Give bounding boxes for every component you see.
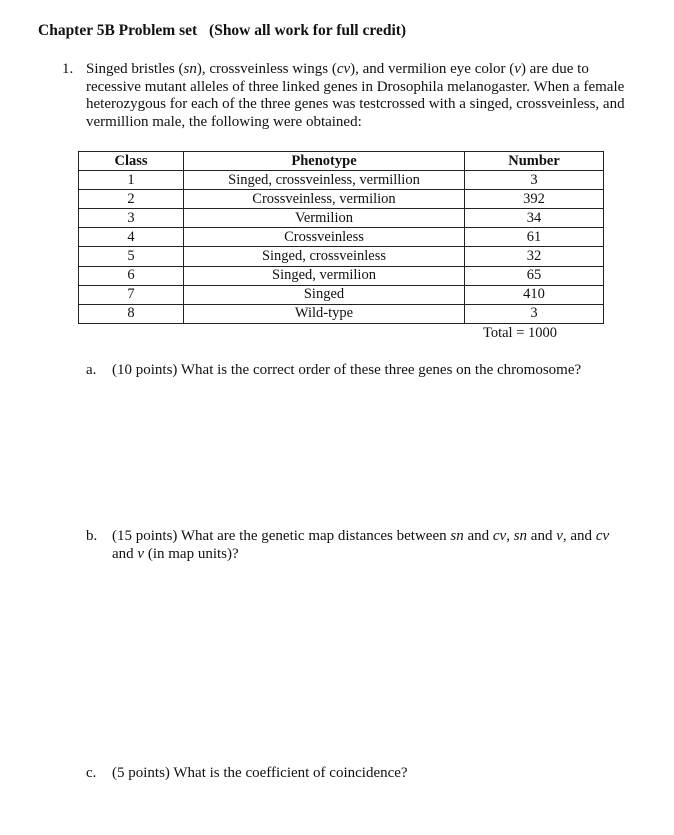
text-run: and <box>527 528 557 544</box>
part-a-text: (10 points) What is the correct order of these three genes on the chromosome? <box>112 362 582 378</box>
table-row <box>79 190 604 209</box>
number-cell: 3 <box>465 304 604 323</box>
phenotype-cell: Vermilion <box>184 209 465 228</box>
part-b-text <box>112 528 652 563</box>
page-title <box>38 22 406 40</box>
text-run: , <box>506 528 514 544</box>
gene-symbol: sn <box>183 61 197 77</box>
chapter-title: Chapter 5B Problem set <box>38 22 198 39</box>
text-run: ), and vermilion eye color ( <box>350 61 515 77</box>
class-cell: 1 <box>79 171 184 190</box>
class-cell: 7 <box>79 285 184 304</box>
number-cell: 3 <box>465 171 604 190</box>
number-cell: 32 <box>465 247 604 266</box>
number-cell: 65 <box>465 266 604 285</box>
column-header-phenotype: Phenotype <box>184 152 465 171</box>
table-row <box>79 285 604 304</box>
total-count: Total = 1000 <box>483 325 558 341</box>
gene-symbol: cv <box>336 61 351 77</box>
class-cell: 5 <box>79 247 184 266</box>
class-cell: 4 <box>79 228 184 247</box>
gene-symbol: sn <box>450 528 464 544</box>
part-c-text: (5 points) What is the coefficient of coincidence? <box>112 765 408 781</box>
gene-symbol: cv <box>492 528 507 544</box>
column-header-number: Number <box>465 152 604 171</box>
phenotype-cell: Singed, crossveinless <box>184 247 465 266</box>
text-run: (15 points) What are the genetic map distances between <box>112 528 451 544</box>
phenotype-cell: Wild-type <box>184 304 465 323</box>
phenotype-cell: Singed, vermilion <box>184 266 465 285</box>
table-row <box>79 247 604 266</box>
credit-note: (Show all work for full credit) <box>209 22 407 39</box>
text-run: Singed bristles ( <box>86 61 184 77</box>
table-row <box>79 209 604 228</box>
gene-symbol: v <box>556 528 563 544</box>
part-b-label: b. <box>86 528 98 544</box>
testcross-table <box>78 151 604 324</box>
number-cell: 34 <box>465 209 604 228</box>
part-c-label: c. <box>86 765 97 781</box>
number-cell: 410 <box>465 285 604 304</box>
gene-symbol: cv <box>595 528 610 544</box>
table-row <box>79 266 604 285</box>
table-row <box>79 228 604 247</box>
gene-symbol: v <box>514 61 521 77</box>
table-header-row <box>79 152 604 171</box>
phenotype-cell: Crossveinless, vermilion <box>184 190 465 209</box>
number-cell: 392 <box>465 190 604 209</box>
gene-symbol: v <box>137 545 145 562</box>
text-run: , and <box>562 528 596 544</box>
class-cell: 2 <box>79 190 184 209</box>
gene-symbol: sn <box>513 528 528 544</box>
class-cell: 3 <box>79 209 184 228</box>
question-text <box>86 61 646 131</box>
column-header-class: Class <box>79 152 184 171</box>
text-run: (in map units)? <box>144 545 239 562</box>
text-run: ), crossveinless wings ( <box>196 61 337 77</box>
question-number: 1. <box>62 61 74 77</box>
phenotype-cell: Crossveinless <box>184 228 465 247</box>
phenotype-cell: Singed, crossveinless, vermillion <box>184 171 465 190</box>
text-run: ) are due to recessive mutant alleles of three linked genes in Drosophila melanogaster. When a female heterozygous for each of the three genes was testcrossed with a singed, crossveinless, and vermillion male, the following were obtained: <box>86 61 625 130</box>
number-cell: 61 <box>465 228 604 247</box>
class-cell: 8 <box>79 304 184 323</box>
class-cell: 6 <box>79 266 184 285</box>
part-a-label: a. <box>86 362 97 378</box>
table-row <box>79 304 604 323</box>
table-row <box>79 171 604 190</box>
phenotype-cell: Singed <box>184 285 465 304</box>
text-run: and <box>463 528 493 544</box>
text-run: and <box>112 545 138 562</box>
